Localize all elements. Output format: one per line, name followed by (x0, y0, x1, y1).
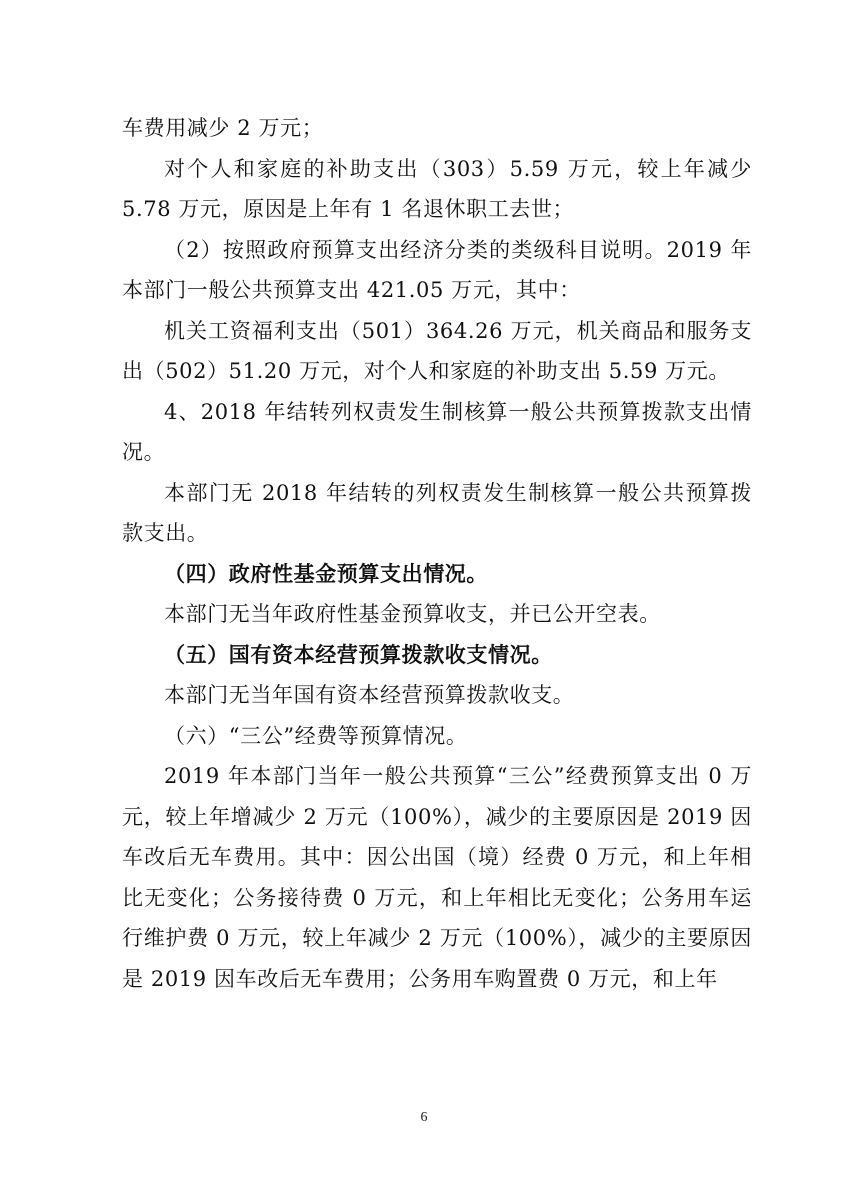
heading-state-capital-budget: （五）国有资本经营预算拨款收支情况。 (164, 641, 553, 667)
heading-three-public-expenses: （六）“三公”经费等预算情况。 (164, 723, 468, 748)
paragraph-household-subsidy: 对个人和家庭的补助支出（303）5.59 万元，较上年减少 5.78 万元，原因是上年有 1 名退休职工去世； (122, 156, 752, 221)
page-number: 6 (420, 1110, 428, 1125)
paragraph-vehicle-cost-reduction: 车费用减少 2 万元； (122, 116, 324, 140)
paragraph-carryover-detail: 本部门无 2018 年结转的列权责发生制核算一般公共预算拨款支出。 (122, 480, 752, 545)
paragraph-economic-classification: （2）按照政府预算支出经济分类的类级科目说明。2019 年本部门一般公共预算支出 421.05 万元，其中： (122, 237, 752, 302)
paragraph-expenditure-breakdown: 机关工资福利支出（501）364.26 万元，机关商品和服务支出（502）51.20 万元，对个人和家庭的补助支出 5.59 万元。 (122, 318, 752, 383)
paragraph-state-capital-detail: 本部门无当年国有资本经营预算拨款收支。 (164, 683, 575, 707)
paragraph-three-public-expenses-detail: 2019 年本部门当年一般公共预算“三公”经费预算支出 0 万元，较上年增减少 2 万元（100%），减少的主要原因是 2019 因车改后无车费用。其中：因公出国（境）经费 0 万元，和上年相比无变化；公务接待费 0 万元，和上年相比无变化；公务用车运行维护费 0 万元，较上年减少 2 万元（100%），减少的主要原因是 2019 因车改后无车费用；公务用车购置费 0 万元，和上年 (122, 764, 752, 991)
document-body (122, 108, 752, 999)
heading-government-fund-budget: （四）政府性基金预算支出情况。 (164, 560, 488, 586)
paragraph-carryover-heading: 4、2018 年结转列权责发生制核算一般公共预算拨款支出情况。 (122, 399, 752, 464)
paragraph-government-fund-detail: 本部门无当年政府性基金预算收支，并已公开空表。 (164, 602, 661, 626)
